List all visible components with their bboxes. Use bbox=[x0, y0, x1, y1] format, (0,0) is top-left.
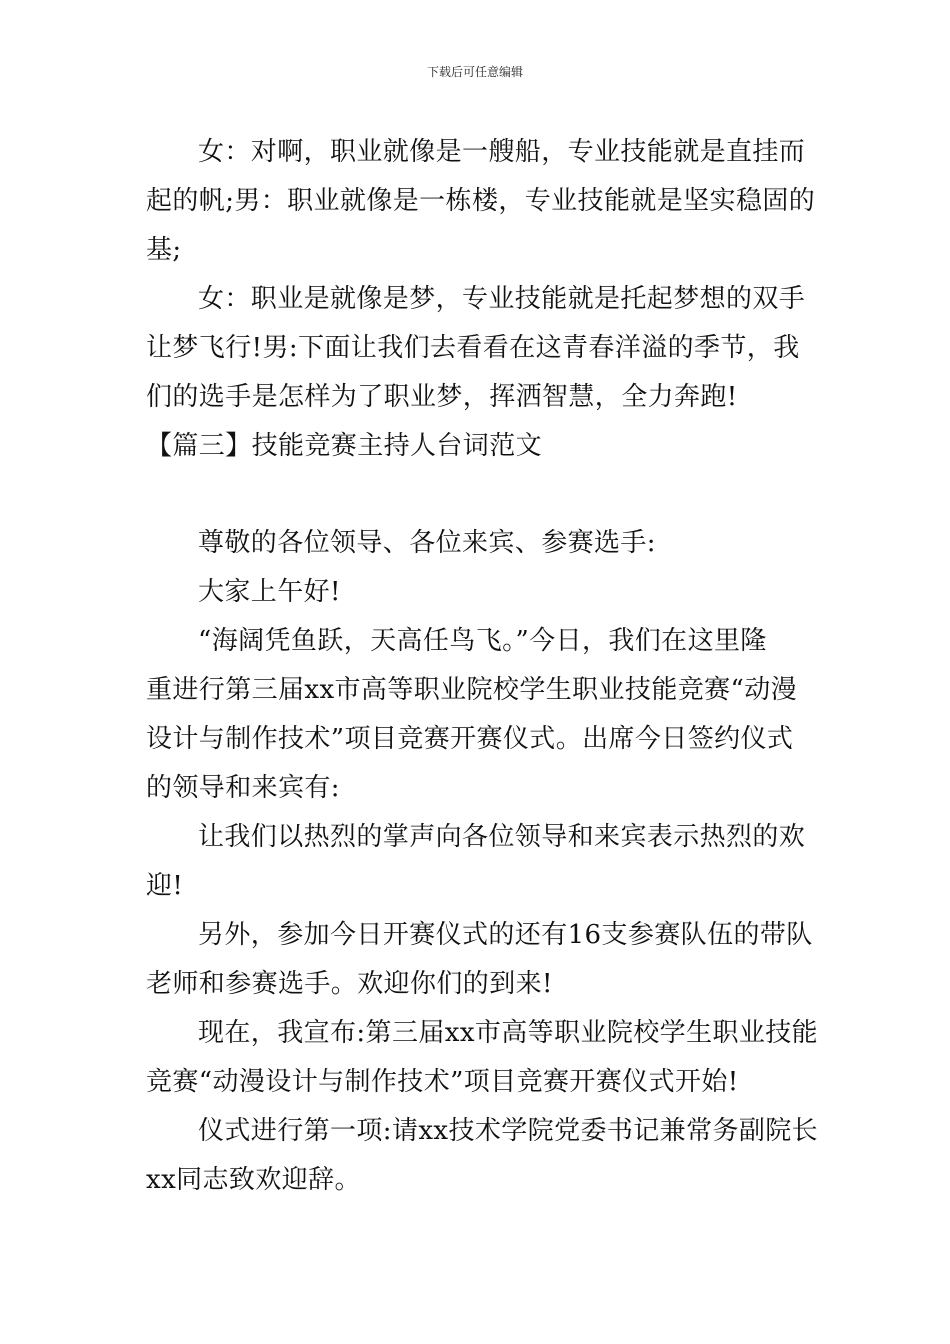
paragraph-line: 起的帆;男：职业就像是一栋楼，专业技能就是坚实稳固的 bbox=[146, 186, 816, 216]
paragraph-line: 仪式进行第一项:请xx技术学院党委书记兼常务副院长 bbox=[198, 1116, 819, 1146]
paragraph-line: 迎! bbox=[146, 871, 184, 901]
page-header-note: 下载后可任意编辑 bbox=[426, 65, 523, 79]
paragraph-line: 竞赛“动漫设计与制作技术”项目竞赛开赛仪式开始! bbox=[146, 1067, 739, 1097]
paragraph-line: 基; bbox=[146, 235, 182, 265]
paragraph-line: 女：职业是就像是梦，专业技能就是托起梦想的双手 bbox=[198, 284, 806, 314]
document-body bbox=[146, 128, 819, 1205]
paragraph-line: 们的选手是怎样为了职业梦，挥洒智慧，全力奔跑! bbox=[146, 382, 738, 412]
paragraph-line: 重进行第三届xx市高等职业院校学生职业技能竞赛“动漫 bbox=[146, 675, 798, 705]
paragraph-line: 让我们以热烈的掌声向各位领导和来宾表示热烈的欢 bbox=[198, 822, 806, 852]
paragraph-line: 老师和参赛选手。欢迎你们的到来! bbox=[146, 969, 553, 999]
paragraph-line: 尊敬的各位领导、各位来宾、参赛选手: bbox=[198, 528, 656, 558]
section-spacer bbox=[146, 471, 810, 519]
paragraph-line: 让梦飞行!男:下面让我们去看看在这青春洋溢的季节，我 bbox=[146, 333, 800, 363]
paragraph-line: 女：对啊，职业就像是一艘船，专业技能就是直挂而 bbox=[198, 137, 806, 167]
paragraph-line: 另外，参加今日开赛仪式的还有16支参赛队伍的带队 bbox=[198, 920, 813, 950]
paragraph-line: 现在，我宣布:第三届xx市高等职业院校学生职业技能 bbox=[198, 1018, 819, 1048]
paragraph-line: “海阔凭鱼跃，天高任鸟飞。”今日，我们在这里隆 bbox=[198, 626, 767, 656]
paragraph-line: 设计与制作技术”项目竞赛开赛仪式。出席今日签约仪式 bbox=[146, 724, 794, 754]
paragraph-line: 的领导和来宾有: bbox=[146, 773, 340, 803]
paragraph-line: 大家上午好! bbox=[198, 577, 341, 607]
section-heading: 【篇三】技能竞赛主持人台词范文 bbox=[146, 431, 543, 461]
paragraph-line: xx同志致欢迎辞。 bbox=[146, 1165, 361, 1195]
